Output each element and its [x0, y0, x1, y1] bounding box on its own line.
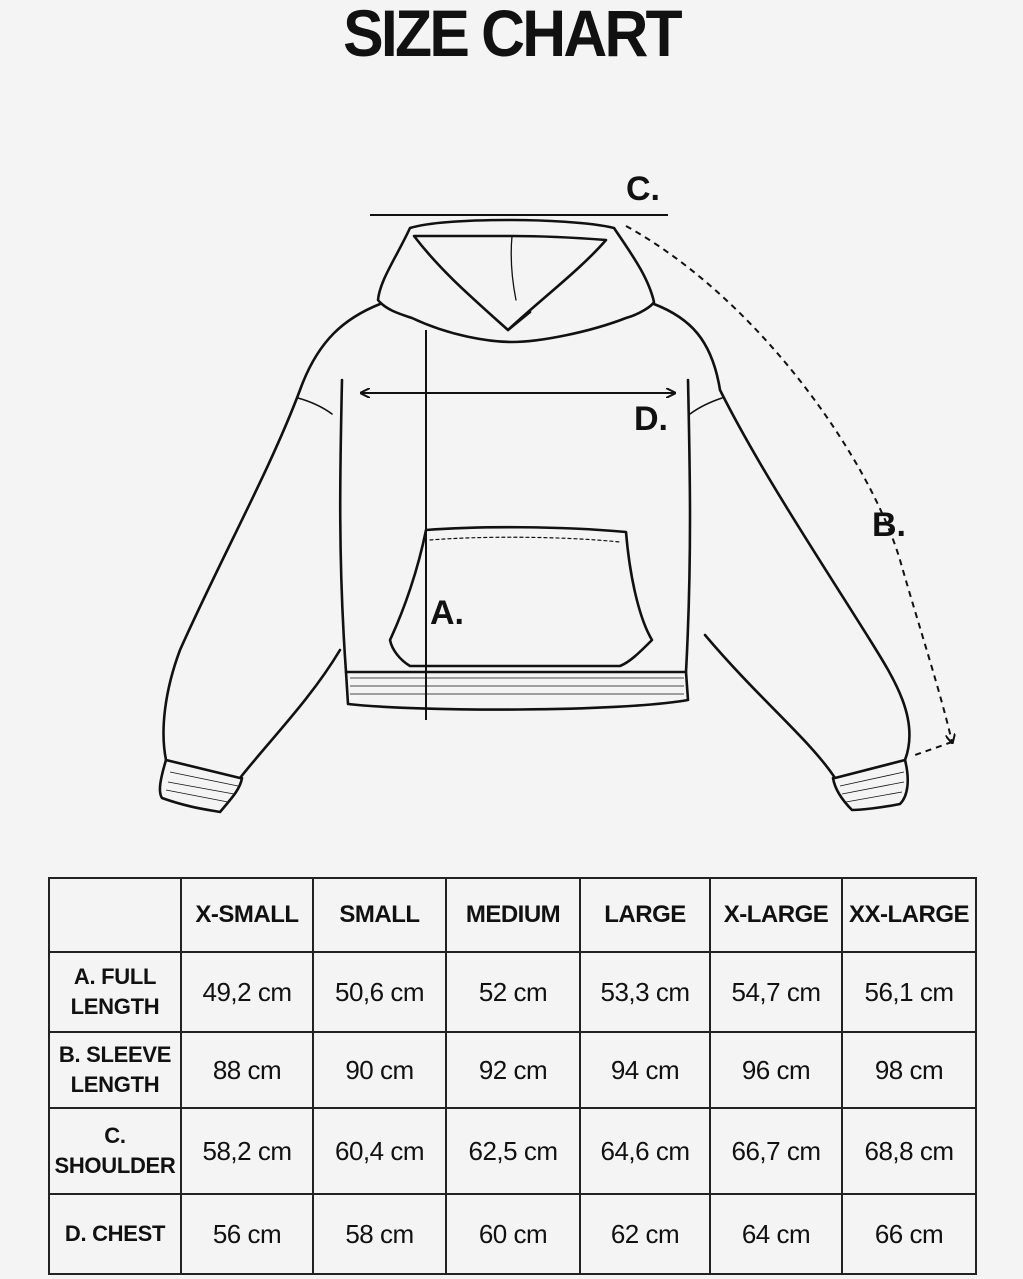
table-cell: 96 cm — [710, 1032, 842, 1108]
table-cell: 64 cm — [710, 1194, 842, 1274]
table-cell: 49,2 cm — [181, 952, 313, 1032]
table-cell: 66 cm — [842, 1194, 976, 1274]
table-cell: 98 cm — [842, 1032, 976, 1108]
table-cell: 62 cm — [580, 1194, 710, 1274]
label-d: D. — [634, 400, 668, 438]
row-header: D. CHEST — [49, 1194, 181, 1274]
row-header: A. FULL LENGTH — [49, 952, 181, 1032]
table-row — [49, 952, 976, 1032]
table-cell: 56,1 cm — [842, 952, 976, 1032]
col-header: SMALL — [313, 878, 446, 952]
table-cell: 58,2 cm — [181, 1108, 313, 1194]
table-row — [49, 1108, 976, 1194]
label-a: A. — [430, 594, 464, 632]
table-header-row — [49, 878, 976, 952]
col-header: XX-LARGE — [842, 878, 976, 952]
table-cell: 94 cm — [580, 1032, 710, 1108]
table-cell: 60 cm — [446, 1194, 580, 1274]
label-b: B. — [872, 506, 906, 544]
col-header: X-LARGE — [710, 878, 842, 952]
table-cell: 66,7 cm — [710, 1108, 842, 1194]
table-cell: 68,8 cm — [842, 1108, 976, 1194]
table-cell: 52 cm — [446, 952, 580, 1032]
hoodie-outline-icon — [0, 150, 1023, 830]
col-header: LARGE — [580, 878, 710, 952]
header-empty-cell — [49, 878, 181, 952]
table-cell: 62,5 cm — [446, 1108, 580, 1194]
col-header: X-SMALL — [181, 878, 313, 952]
table-cell: 64,6 cm — [580, 1108, 710, 1194]
table-cell: 92 cm — [446, 1032, 580, 1108]
table-cell: 88 cm — [181, 1032, 313, 1108]
table-cell: 90 cm — [313, 1032, 446, 1108]
size-table — [48, 877, 977, 1275]
table-cell: 53,3 cm — [580, 952, 710, 1032]
label-c: C. — [626, 170, 660, 208]
row-header: B. SLEEVE LENGTH — [49, 1032, 181, 1108]
table-row — [49, 1194, 976, 1274]
row-header: C. SHOULDER — [49, 1108, 181, 1194]
page-title: SIZE CHART — [343, 0, 680, 70]
table-cell: 54,7 cm — [710, 952, 842, 1032]
table-cell: 56 cm — [181, 1194, 313, 1274]
table-row — [49, 1032, 976, 1108]
table-cell: 60,4 cm — [313, 1108, 446, 1194]
col-header: MEDIUM — [446, 878, 580, 952]
table-cell: 58 cm — [313, 1194, 446, 1274]
table-cell: 50,6 cm — [313, 952, 446, 1032]
